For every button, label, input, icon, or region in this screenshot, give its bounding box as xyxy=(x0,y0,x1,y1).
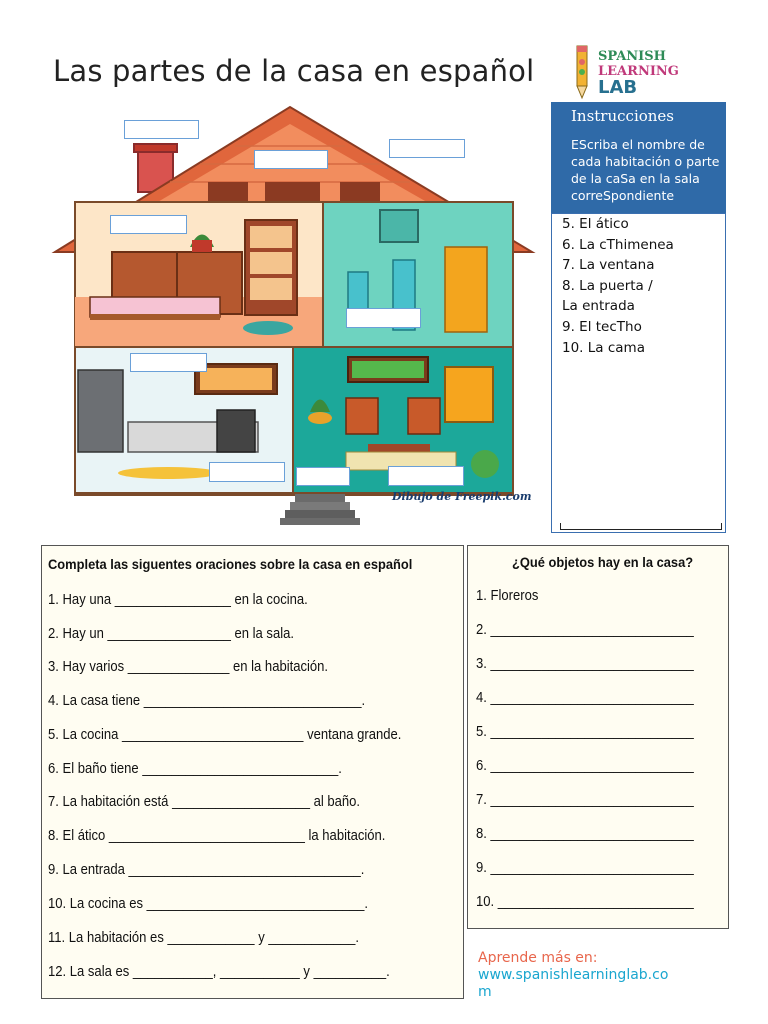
spanish-learning-lab-logo xyxy=(568,42,688,102)
object-line[interactable]: 1. Floreros xyxy=(476,588,539,604)
object-line[interactable]: 9. ____________________________ xyxy=(476,860,694,876)
label-box-entrance[interactable] xyxy=(296,467,350,486)
word-list-item: La entrada xyxy=(562,298,635,315)
word-list-item: 8. La puerta / xyxy=(562,277,653,294)
label-box-attic[interactable] xyxy=(389,139,465,158)
object-line[interactable]: 10. ___________________________ xyxy=(476,894,694,910)
label-box-living-room[interactable] xyxy=(388,466,464,486)
object-line[interactable]: 5. ____________________________ xyxy=(476,724,694,740)
sentence-line[interactable]: 4. La casa tiene ______________________________. xyxy=(48,693,366,709)
sentence-line[interactable]: 10. La cocina es ______________________________. xyxy=(48,896,369,912)
page-title: Las partes de la casa en español xyxy=(53,54,535,88)
learn-more-label: Aprende más en: xyxy=(478,950,598,966)
word-list-item: 5. El ático xyxy=(562,216,629,232)
label-box-bathroom[interactable] xyxy=(346,308,421,328)
logo-line-spanish: SPANISH xyxy=(598,49,666,64)
sentence-line[interactable]: 11. La habitación es ____________ y ____________. xyxy=(48,930,360,946)
sentence-line[interactable]: 6. El baño tiene ___________________________. xyxy=(48,761,342,777)
word-list-item: 9. El tecTho xyxy=(562,318,642,335)
sentence-line[interactable]: 5. La cocina _________________________ ventana grande. xyxy=(48,727,402,743)
sentence-line[interactable]: 7. La habitación está ___________________ al baño. xyxy=(48,794,361,810)
object-line[interactable]: 3. ____________________________ xyxy=(476,656,694,672)
label-box-bedroom[interactable] xyxy=(110,215,187,234)
sentences-panel xyxy=(41,545,464,999)
pencil-logo-icon xyxy=(568,42,598,102)
label-box-kitchen[interactable] xyxy=(130,353,207,372)
word-list-item: 6. La cThimenea xyxy=(562,236,674,253)
label-box-window[interactable] xyxy=(209,462,285,482)
logo-line-lab: LAB xyxy=(598,77,638,98)
sentence-line[interactable]: 3. Hay varios ______________ en la habitación. xyxy=(48,659,329,675)
sentences-heading: Completa las siguentes oraciones sobre la casa en español xyxy=(48,556,413,572)
instructions-text: EScriba el nombre de cada habitación o parte de la caSa en la sala correSpondiente xyxy=(571,137,720,203)
object-line[interactable]: 6. ____________________________ xyxy=(476,758,694,774)
instructions-title: Instrucciones xyxy=(571,107,675,125)
word-list-item: 10. La cama xyxy=(562,339,645,356)
word-list-box xyxy=(551,213,726,533)
sentence-line[interactable]: 2. Hay un _________________ en la sala. xyxy=(48,626,294,642)
word-list xyxy=(562,214,674,358)
label-box-chimney[interactable] xyxy=(124,120,199,139)
instructions-box xyxy=(551,102,726,214)
sentence-line[interactable]: 12. La sala es ___________, ___________ y __________. xyxy=(48,964,390,980)
object-line[interactable]: 8. ____________________________ xyxy=(476,826,694,842)
object-line[interactable]: 2. ____________________________ xyxy=(476,622,694,638)
objects-heading: ¿Qué objetos hay en la casa? xyxy=(512,554,694,570)
sentence-line[interactable]: 9. La entrada ________________________________. xyxy=(48,862,365,878)
sentence-line[interactable]: 8. El ático ___________________________ la habitación. xyxy=(48,828,386,844)
object-line[interactable]: 4. ____________________________ xyxy=(476,690,694,706)
illustration-credit: Dibujo de Freepik.com xyxy=(392,490,532,503)
objects-panel xyxy=(467,545,729,929)
box-bottom-bracket xyxy=(560,523,722,530)
sentence-line[interactable]: 1. Hay una ________________ en la cocina. xyxy=(48,592,308,608)
object-line[interactable]: 7. ____________________________ xyxy=(476,792,694,808)
house-illustration xyxy=(50,102,540,527)
website-link[interactable]: www.spanishlearninglab.com xyxy=(478,967,669,1000)
label-box-roof[interactable] xyxy=(254,150,328,169)
logo-line-learning: LEARNING xyxy=(598,64,679,79)
word-list-item: 7. La ventana xyxy=(562,257,655,274)
